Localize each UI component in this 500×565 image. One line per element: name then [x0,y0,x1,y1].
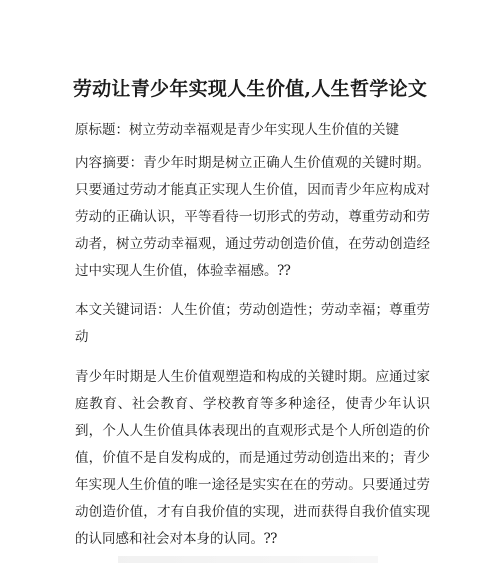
document-title: 劳动让青少年实现人生价值,人生哲学论文 [72,78,428,100]
abstract-paragraph: 内容摘要：青少年时期是树立正确人生价值观的关键时期。只要通过劳动才能真正实现人生价值，因而青少年应构成对劳动的正确认识，平等看待一切形式的劳动，尊重劳动和劳动者，树立劳动幸福观，通过劳动创造价值，在劳动创造经过中实现人生价值，体验幸福感。⁇ [75,155,430,279]
original-title: 原标题：树立劳动幸福观是青少年实现人生价值的关键 [75,122,399,138]
keywords-paragraph: 本文关键词语：人生价值；劳动创造性；劳动幸福；尊重劳动 [75,302,430,345]
footer-watermark [118,556,378,563]
body-paragraph: 青少年时期是人生价值观塑造和构成的关键时期。应通过家庭教育、社会教育、学校教育等多种途径，使青少年认识到，个人人生价值具体表现出的直观形式是个人所创造的价值，价值不是自发构成的，而是通过劳动创造出来的；青少年实现人生价值的唯一途径是实实在在的劳动。只要通过劳动创造价值，才有自我价值的实现，进而获得自我价值实现的认同感和社会对本身的认同。⁇ [75,369,430,547]
